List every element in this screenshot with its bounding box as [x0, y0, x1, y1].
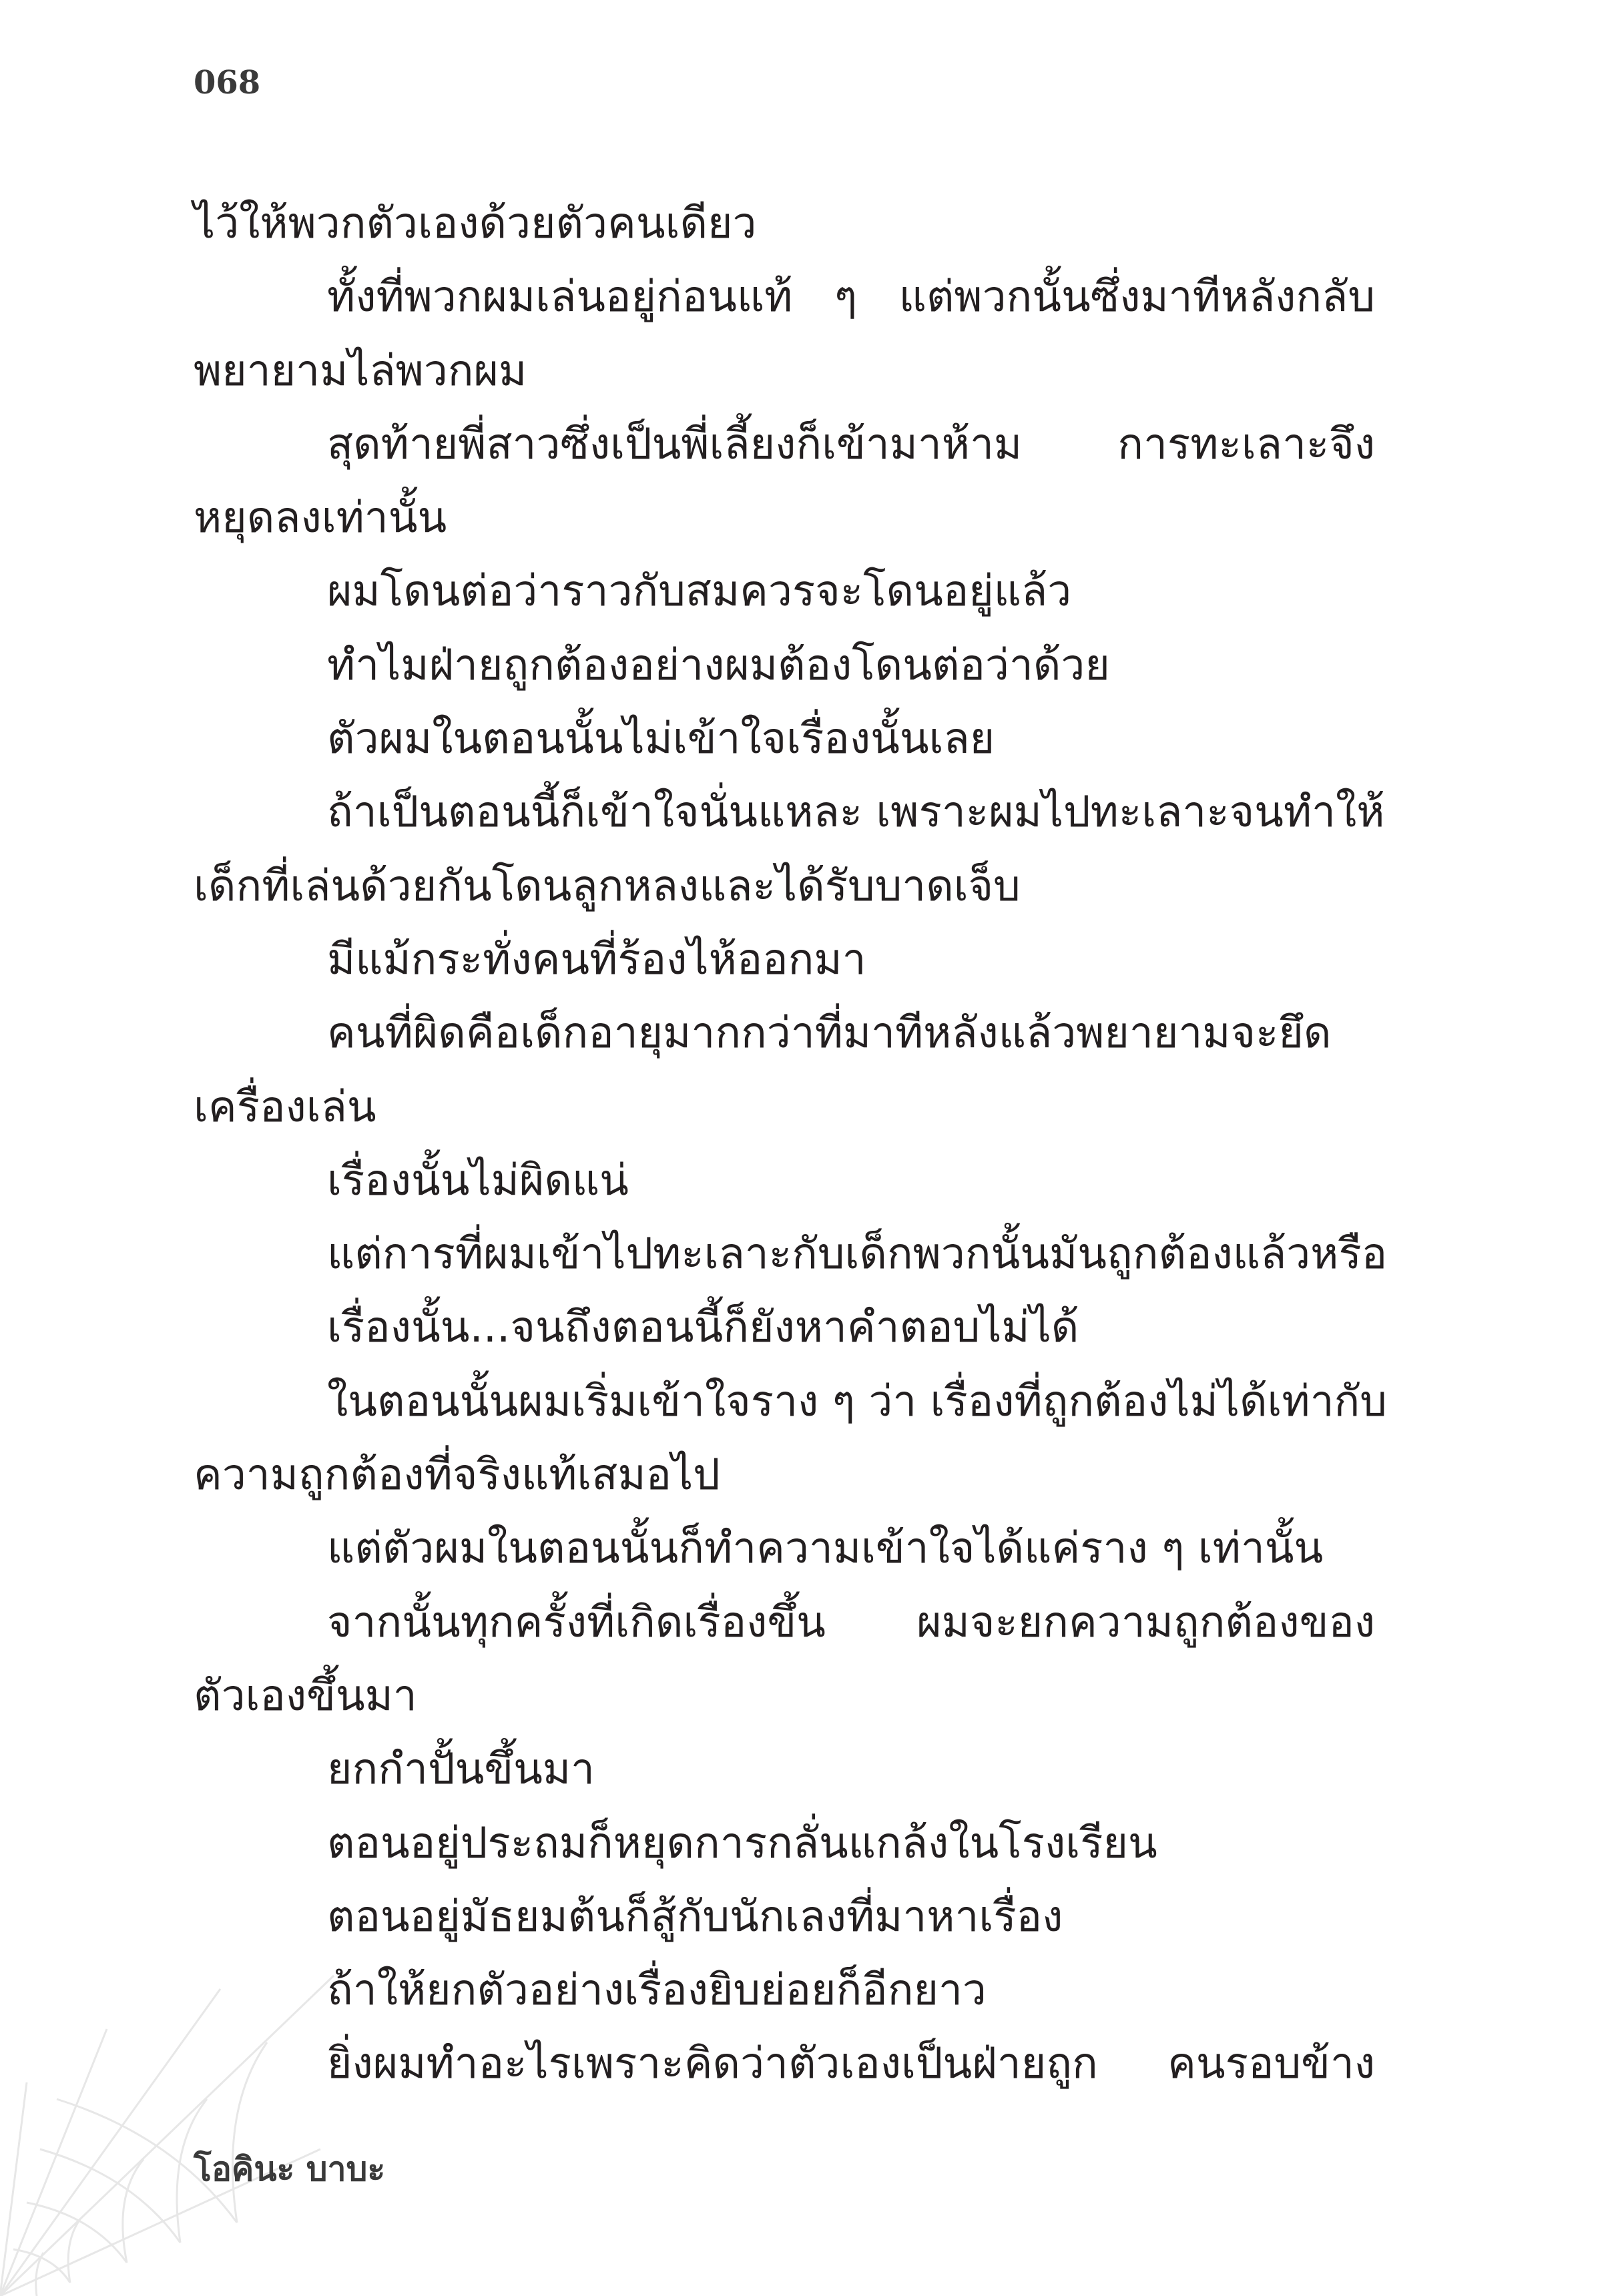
text-line: จากนั้นทุกครั้งที่เกิดเรื่องขึ้น ผมจะยกความถูกต้องของ [327, 1597, 1375, 1647]
text-line: เครื่องเล่น [194, 1082, 376, 1132]
text-line: หยุดลงเท่านั้น [194, 493, 447, 543]
text-line: เด็กที่เล่นด้วยกันโดนลูกหลงและได้รับบาดเจ็บ [194, 861, 1021, 911]
text-line: ยกกำปั้นขึ้นมา [327, 1745, 595, 1795]
spider-web-decoration [0, 1949, 347, 2296]
text-line: แต่ตัวผมในตอนนั้นก็ทำความเข้าใจได้แค่ราง ๆ เท่านั้น [327, 1524, 1324, 1574]
text-line: คนที่ผิดคือเด็กอายุมากกว่าที่มาทีหลังแล้วพยายามจะยึด [327, 1009, 1332, 1059]
footer-book-title: โอคินะ บาบะ [194, 2150, 386, 2189]
text-line: ตัวเองขึ้นมา [194, 1671, 417, 1721]
text-line: ยิ่งผมทำอะไรเพราะคิดว่าตัวเองเป็นฝ่ายถูก คนรอบข้าง [327, 2039, 1375, 2089]
text-line: ในตอนนั้นผมเริ่มเข้าใจราง ๆ ว่า เรื่องที่ถูกต้องไม่ได้เท่ากับ [327, 1376, 1387, 1426]
text-line: แต่การที่ผมเข้าไปทะเลาะกับเด็กพวกนั้นมันถูกต้องแล้วหรือ [327, 1229, 1388, 1279]
text-line: เรื่องนั้น...จนถึงตอนนี้ก็ยังหาคำตอบไม่ได้ [327, 1303, 1079, 1353]
text-line: ทั้งที่พวกผมเล่นอยู่ก่อนแท้ ๆ แต่พวกนั้นซึ่งมาทีหลังกลับ [327, 272, 1375, 322]
text-line: ตอนอยู่ประถมก็หยุดการกลั่นแกล้งในโรงเรียน [327, 1818, 1157, 1868]
text-line: ไว้ให้พวกตัวเองด้วยตัวคนเดียว [194, 199, 757, 248]
text-line: มีแม้กระทั่งคนที่ร้องไห้ออกมา [327, 934, 866, 984]
text-line: ทำไมฝ่ายถูกต้องอย่างผมต้องโดนต่อว่าด้วย [327, 640, 1110, 690]
text-line: สุดท้ายพี่สาวซึ่งเป็นพี่เลี้ยงก็เข้ามาห้าม การทะเลาะจึง [327, 419, 1375, 469]
text-line: ความถูกต้องที่จริงแท้เสมอไป [194, 1450, 720, 1500]
page-number: 068 [194, 64, 261, 101]
text-line: ตัวผมในตอนนั้นไม่เข้าใจเรื่องนั้นเลย [327, 714, 995, 764]
text-line: ถ้าให้ยกตัวอย่างเรื่องยิบย่อยก็อีกยาว [327, 1966, 987, 2016]
text-line: ถ้าเป็นตอนนี้ก็เข้าใจนั่นแหละ เพราะผมไปทะเลาะจนทำให้ [327, 788, 1385, 838]
text-line: ผมโดนต่อว่าราวกับสมควรจะโดนอยู่แล้ว [327, 567, 1072, 617]
text-line: เรื่องนั้นไม่ผิดแน่ [327, 1155, 629, 1205]
text-line: ตอนอยู่มัธยมต้นก็สู้กับนักเลงที่มาหาเรื่อง [327, 1892, 1063, 1942]
body-text [194, 187, 1388, 2101]
text-line: พยายามไล่พวกผม [194, 346, 527, 396]
